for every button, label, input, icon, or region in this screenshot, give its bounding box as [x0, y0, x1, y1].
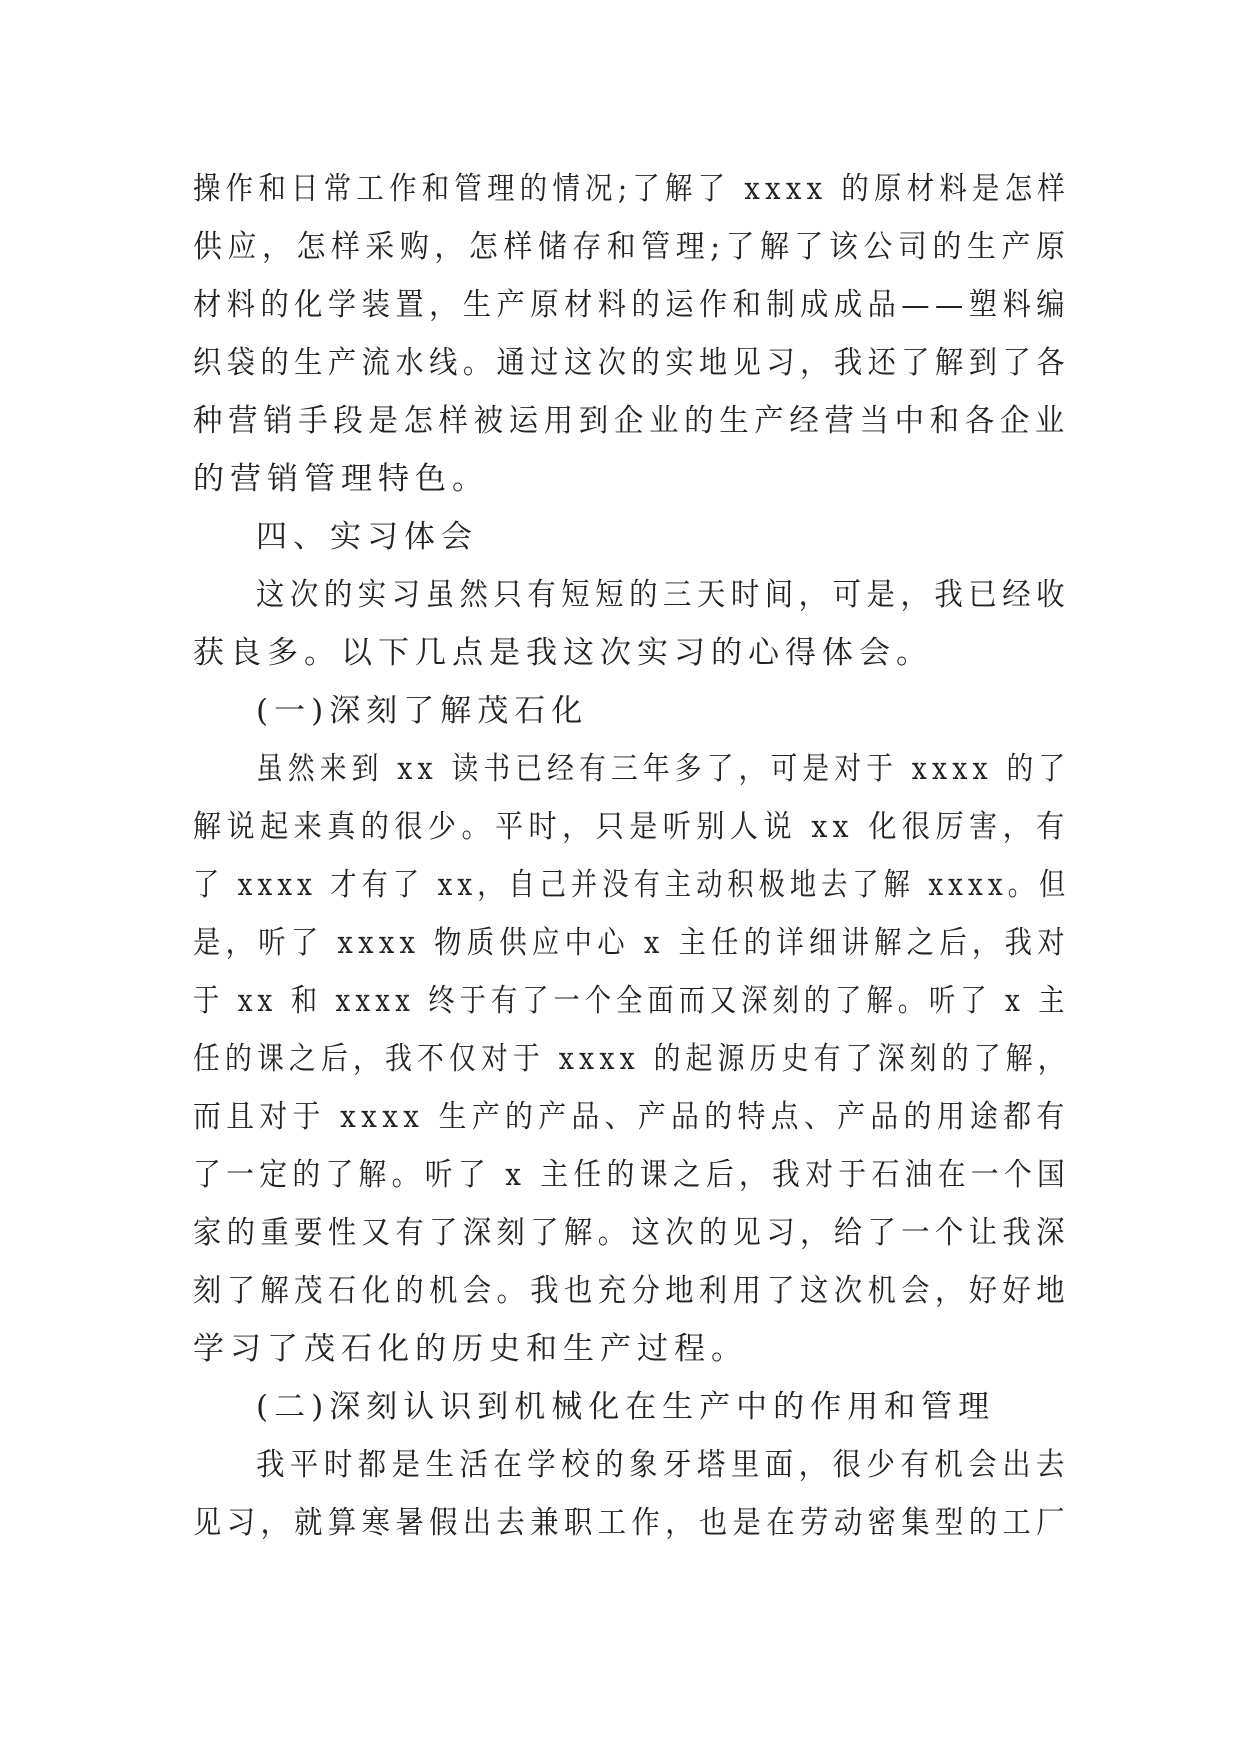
paragraph-line: 家的重要性又有了深刻了解。这次的见习，给了一个让我深	[193, 1215, 1070, 1251]
paragraph-line: 是，听了 xxxx 物质供应中心 x 主任的详细讲解之后，我对	[193, 925, 1070, 961]
paragraph-line: 操作和日常工作和管理的情况;了解了 xxxx 的原材料是怎样	[193, 171, 1071, 207]
paragraph-line: 虽然来到 xx 读书已经有三年多了，可是对于 xxxx 的了	[256, 751, 1071, 787]
paragraph-line: 我平时都是生活在学校的象牙塔里面，很少有机会出去	[256, 1447, 1071, 1483]
subsection-heading: (一)深刻了解茂石化	[256, 693, 589, 729]
paragraph-line: 织袋的生产流水线。通过这次的实地见习，我还了解到了各	[193, 345, 1070, 381]
paragraph-line: 解说起来真的很少。平时，只是听别人说 xx 化很厉害，有	[193, 809, 1070, 845]
paragraph-line: 了一定的了解。听了 x 主任的课之后，我对于石油在一个国	[193, 1157, 1071, 1193]
paragraph-line: 这次的实习虽然只有短短的三天时间，可是，我已经收	[256, 577, 1071, 613]
section-heading: 四、实习体会	[256, 519, 478, 555]
paragraph-line: 而且对于 xxxx 生产的产品、产品的特点、产品的用途都有	[193, 1099, 1070, 1135]
paragraph-line: 的营销管理特色。	[193, 461, 489, 497]
paragraph-line: 于 xx 和 xxxx 终于有了一个全面而又深刻的了解。听了 x 主	[193, 983, 1070, 1019]
subsection-heading: (二)深刻认识到机械化在生产中的作用和管理	[256, 1389, 996, 1425]
paragraph-line: 供应，怎样采购，怎样储存和管理;了解了该公司的生产原	[193, 229, 1071, 265]
paragraph-line: 获良多。以下几点是我这次实习的心得体会。	[193, 635, 933, 671]
paragraph-line: 材料的化学装置，生产原材料的运作和制成成品——塑料编	[193, 287, 1070, 323]
paragraph-line: 见习，就算寒暑假出去兼职工作，也是在劳动密集型的工厂	[193, 1505, 1070, 1541]
paragraph-line: 学习了茂石化的历史和生产过程。	[193, 1331, 748, 1367]
paragraph-line: 了 xxxx 才有了 xx，自己并没有主动积极地去了解 xxxx。但	[193, 867, 1071, 903]
paragraph-line: 刻了解茂石化的机会。我也充分地利用了这次机会，好好地	[193, 1273, 1070, 1309]
paragraph-line: 任的课之后，我不仅对于 xxxx 的起源历史有了深刻的了解，	[193, 1041, 1070, 1077]
paragraph-line: 种营销手段是怎样被运用到企业的生产经营当中和各企业	[193, 403, 1070, 439]
